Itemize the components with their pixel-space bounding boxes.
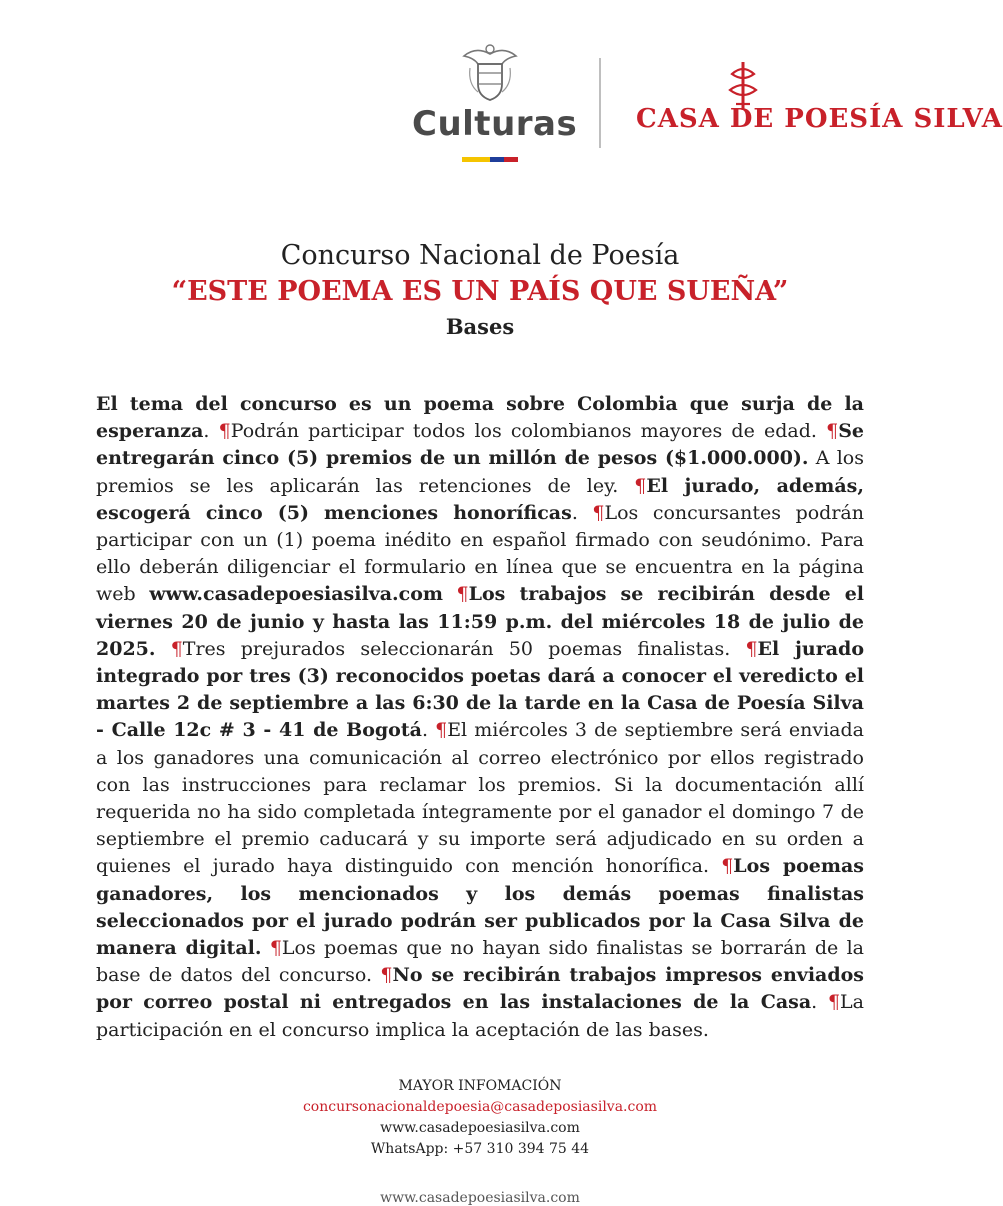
sentence-end (156, 638, 171, 660)
pilcrow-mark: ¶ (634, 474, 647, 497)
pilcrow-mark: ¶ (435, 719, 448, 742)
flag-red (504, 157, 518, 162)
pilcrow-mark: ¶ (170, 637, 183, 660)
contact-email-link[interactable]: concursonacionaldepoesia@casadeposiasilva.com (302, 1099, 658, 1115)
pilcrow-mark: ¶ (269, 937, 282, 960)
sentence-end: . (571, 501, 593, 524)
sentence-end (443, 583, 457, 605)
sentence: Los concursantes podrán participar con un (1) poema inédito en español firmado con seudónimo. Para ello deberán diligenciar el formulario en línea que se encuentra en la página web (96, 501, 864, 606)
bold-sentence: Se entregarán cinco (5) premios de un millón de pesos ($1.000.000). (96, 420, 864, 470)
bold-sentence: Los trabajos se recibirán desde el viernes 20 de junio y hasta las 11:59 p.m. del miércoles 18 de julio de 2025. (96, 583, 864, 660)
bold-sentence: No se recibirán trabajos impresos enviados por correo postal ni entregados en las instalaciones de la Casa (96, 964, 865, 1014)
bold-sentence: El jurado, además, escogerá cinco (5) menciones honoríficas (96, 474, 864, 524)
pilcrow-mark: ¶ (745, 637, 758, 660)
section-heading: Bases (445, 314, 515, 339)
sentence: El miércoles 3 de septiembre será enviada a los ganadores una comunicación al correo electrónico por ellos registrado con las instrucciones para reclamar los premios. Si la documentación allí requerida no ha sido completada íntegramente por el ganador el domingo 7 de septiembre el premio caducará y su importe será adjudicado en su orden a quienes el jurado haya distinguido con mención honorífica. (96, 719, 864, 878)
contact-footer (0, 1076, 960, 1160)
sentence-end: . (811, 991, 828, 1014)
whatsapp-number: WhatsApp: +57 310 394 75 44 (370, 1141, 590, 1157)
bases-paragraph (96, 391, 864, 1044)
colombia-coat-of-arms-icon (458, 40, 522, 104)
sentence-end: . (203, 420, 219, 443)
pilcrow-mark: ¶ (380, 964, 393, 987)
pilcrow-mark: ¶ (826, 420, 839, 443)
ministry-logo-text: Culturas (412, 104, 578, 144)
pilcrow-mark: ¶ (456, 583, 469, 606)
flag-yellow (462, 157, 490, 162)
website-link[interactable]: www.casadepoesiasilva.com (149, 583, 443, 606)
sentence: Podrán participar todos los colombianos mayores de edad. (230, 420, 827, 443)
sentence: La participación en el concurso implica la aceptación de las bases. (96, 991, 864, 1041)
sentence: Tres prejurados seleccionarán 50 poemas finalistas. (182, 637, 746, 660)
pilcrow-mark: ¶ (592, 501, 605, 524)
contest-theme: “ESTE POEMA ES UN PAÍS QUE SUEÑA” (171, 276, 789, 307)
sentence: A los premios se les aplicarán las retenciones de ley. (96, 447, 864, 497)
flag-blue (490, 157, 504, 162)
bold-sentence: El tema del concurso es un poema sobre Colombia que surja de la esperanza (96, 393, 864, 443)
pilcrow-mark: ¶ (721, 855, 734, 878)
sentence-end: . (421, 719, 436, 742)
casa-poesia-silva-logo: CASA DE POESÍA SILVA (636, 104, 1003, 134)
pilcrow-mark: ¶ (827, 991, 841, 1014)
pilcrow-mark: ¶ (218, 420, 231, 443)
sentence: Los poemas que no hayan sido finalistas se borrarán de la base de datos del concurso. (96, 937, 865, 987)
letterhead (0, 0, 1003, 180)
website-text[interactable]: www.casadepoesiasilva.com (380, 1120, 580, 1136)
title-block (0, 238, 960, 344)
bold-sentence: El jurado integrado por tres (3) reconocidos poetas dará a conocer el veredicto el martes 2 de septiembre a las 6:30 de la tarde en la Casa de Poesía Silva - Calle 12c # 3 - 41 de Bogotá (96, 637, 864, 742)
contest-title: Concurso Nacional de Poesía (280, 240, 680, 271)
footer-heading: MAYOR INFOMACIÓN (398, 1078, 562, 1094)
logo-divider (599, 58, 601, 148)
sentence-end (261, 937, 269, 959)
bold-sentence: Los poemas ganadores, los mencionados y los demás poemas finalistas seleccionados por el jurado podrán ser publicados por la Casa Silva de manera digital. (96, 855, 864, 960)
cut-off-footer-line: www.casadepoesiasilva.com (380, 1190, 580, 1206)
colombia-flag-bar (462, 157, 518, 162)
